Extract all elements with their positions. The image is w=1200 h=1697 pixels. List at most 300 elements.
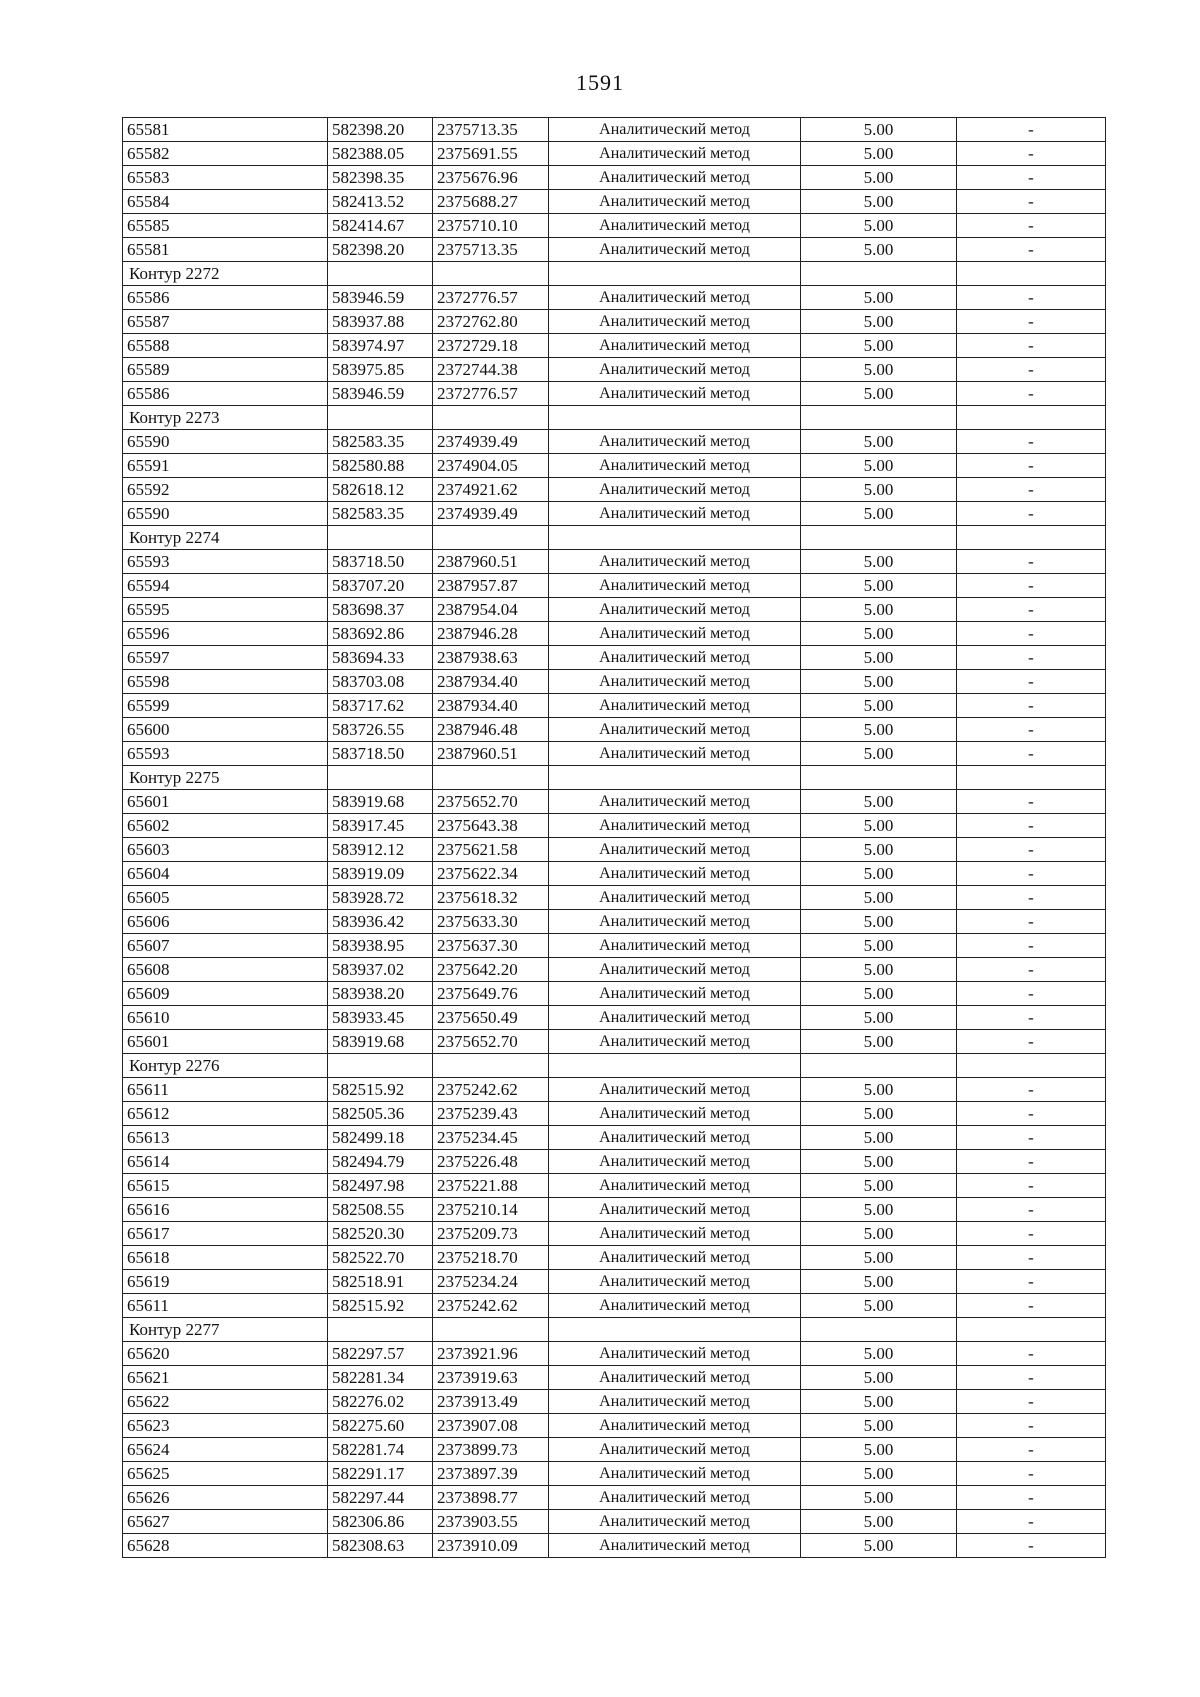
point-id-cell: 65604 (123, 862, 328, 886)
table-row (123, 286, 1106, 310)
empty-cell (957, 526, 1106, 550)
precision-cell: 5.00 (801, 646, 957, 670)
precision-cell: 5.00 (801, 478, 957, 502)
point-id-cell: 65591 (123, 454, 328, 478)
x-coordinate-cell: 582520.30 (328, 1222, 433, 1246)
point-id-cell: 65621 (123, 1366, 328, 1390)
x-coordinate-cell: 583946.59 (328, 382, 433, 406)
table-row (123, 1102, 1106, 1126)
y-coordinate-cell: 2387934.40 (433, 670, 549, 694)
table-row (123, 430, 1106, 454)
table-row (123, 142, 1106, 166)
method-cell: Аналитический метод (549, 1030, 801, 1054)
table-row (123, 1462, 1106, 1486)
method-cell: Аналитический метод (549, 358, 801, 382)
empty-cell (801, 406, 957, 430)
method-cell: Аналитический метод (549, 1078, 801, 1102)
x-coordinate-cell: 582583.35 (328, 502, 433, 526)
method-cell: Аналитический метод (549, 1414, 801, 1438)
precision-cell: 5.00 (801, 118, 957, 142)
contour-header-row (123, 766, 1106, 790)
method-cell: Аналитический метод (549, 454, 801, 478)
empty-cell (433, 766, 549, 790)
point-id-cell: 65581 (123, 238, 328, 262)
y-coordinate-cell: 2375221.88 (433, 1174, 549, 1198)
empty-cell (801, 526, 957, 550)
precision-cell: 5.00 (801, 190, 957, 214)
method-cell: Аналитический метод (549, 550, 801, 574)
y-coordinate-cell: 2374921.62 (433, 478, 549, 502)
description-cell: - (957, 670, 1106, 694)
table-row (123, 574, 1106, 598)
precision-cell: 5.00 (801, 142, 957, 166)
x-coordinate-cell: 583912.12 (328, 838, 433, 862)
table-row (123, 838, 1106, 862)
x-coordinate-cell: 582291.17 (328, 1462, 433, 1486)
description-cell: - (957, 646, 1106, 670)
x-coordinate-cell: 582522.70 (328, 1246, 433, 1270)
x-coordinate-cell: 583928.72 (328, 886, 433, 910)
table-row (123, 478, 1106, 502)
description-cell: - (957, 1366, 1106, 1390)
precision-cell: 5.00 (801, 934, 957, 958)
description-cell: - (957, 1006, 1106, 1030)
empty-cell (957, 766, 1106, 790)
x-coordinate-cell: 583717.62 (328, 694, 433, 718)
method-cell: Аналитический метод (549, 982, 801, 1006)
x-coordinate-cell: 582297.44 (328, 1486, 433, 1510)
description-cell: - (957, 454, 1106, 478)
description-cell: - (957, 622, 1106, 646)
table-row (123, 334, 1106, 358)
description-cell: - (957, 550, 1106, 574)
y-coordinate-cell: 2387946.48 (433, 718, 549, 742)
y-coordinate-cell: 2375209.73 (433, 1222, 549, 1246)
method-cell: Аналитический метод (549, 862, 801, 886)
table-row (123, 190, 1106, 214)
x-coordinate-cell: 582276.02 (328, 1390, 433, 1414)
x-coordinate-cell: 582494.79 (328, 1150, 433, 1174)
y-coordinate-cell: 2375618.32 (433, 886, 549, 910)
table-row (123, 1126, 1106, 1150)
method-cell: Аналитический метод (549, 286, 801, 310)
y-coordinate-cell: 2375621.58 (433, 838, 549, 862)
point-id-cell: 65599 (123, 694, 328, 718)
precision-cell: 5.00 (801, 1102, 957, 1126)
method-cell: Аналитический метод (549, 1198, 801, 1222)
point-id-cell: 65605 (123, 886, 328, 910)
point-id-cell: 65627 (123, 1510, 328, 1534)
y-coordinate-cell: 2387934.40 (433, 694, 549, 718)
precision-cell: 5.00 (801, 1246, 957, 1270)
y-coordinate-cell: 2375710.10 (433, 214, 549, 238)
method-cell: Аналитический метод (549, 1270, 801, 1294)
description-cell: - (957, 838, 1106, 862)
coordinates-table-body (123, 118, 1106, 1558)
description-cell: - (957, 718, 1106, 742)
table-row (123, 1246, 1106, 1270)
method-cell: Аналитический метод (549, 166, 801, 190)
precision-cell: 5.00 (801, 886, 957, 910)
x-coordinate-cell: 583919.68 (328, 1030, 433, 1054)
y-coordinate-cell: 2375226.48 (433, 1150, 549, 1174)
contour-label: Контур 2273 (123, 406, 328, 430)
table-row (123, 382, 1106, 406)
point-id-cell: 65616 (123, 1198, 328, 1222)
x-coordinate-cell: 582515.92 (328, 1294, 433, 1318)
y-coordinate-cell: 2387938.63 (433, 646, 549, 670)
y-coordinate-cell: 2387960.51 (433, 550, 549, 574)
x-coordinate-cell: 583703.08 (328, 670, 433, 694)
x-coordinate-cell: 583718.50 (328, 550, 433, 574)
y-coordinate-cell: 2373913.49 (433, 1390, 549, 1414)
description-cell: - (957, 1270, 1106, 1294)
method-cell: Аналитический метод (549, 1366, 801, 1390)
point-id-cell: 65598 (123, 670, 328, 694)
table-row (123, 1078, 1106, 1102)
precision-cell: 5.00 (801, 1366, 957, 1390)
method-cell: Аналитический метод (549, 334, 801, 358)
x-coordinate-cell: 583726.55 (328, 718, 433, 742)
x-coordinate-cell: 583937.88 (328, 310, 433, 334)
description-cell: - (957, 118, 1106, 142)
x-coordinate-cell: 582398.20 (328, 238, 433, 262)
method-cell: Аналитический метод (549, 1174, 801, 1198)
point-id-cell: 65585 (123, 214, 328, 238)
x-coordinate-cell: 583919.68 (328, 790, 433, 814)
description-cell: - (957, 190, 1106, 214)
method-cell: Аналитический метод (549, 646, 801, 670)
description-cell: - (957, 1030, 1106, 1054)
x-coordinate-cell: 582505.36 (328, 1102, 433, 1126)
table-row (123, 502, 1106, 526)
precision-cell: 5.00 (801, 1270, 957, 1294)
precision-cell: 5.00 (801, 1486, 957, 1510)
y-coordinate-cell: 2375633.30 (433, 910, 549, 934)
description-cell: - (957, 358, 1106, 382)
y-coordinate-cell: 2375676.96 (433, 166, 549, 190)
description-cell: - (957, 814, 1106, 838)
description-cell: - (957, 934, 1106, 958)
table-row (123, 310, 1106, 334)
method-cell: Аналитический метод (549, 502, 801, 526)
precision-cell: 5.00 (801, 1510, 957, 1534)
description-cell: - (957, 982, 1106, 1006)
point-id-cell: 65619 (123, 1270, 328, 1294)
point-id-cell: 65624 (123, 1438, 328, 1462)
table-row (123, 1294, 1106, 1318)
table-row (123, 886, 1106, 910)
method-cell: Аналитический метод (549, 1294, 801, 1318)
contour-label: Контур 2277 (123, 1318, 328, 1342)
point-id-cell: 65597 (123, 646, 328, 670)
description-cell: - (957, 862, 1106, 886)
table-row (123, 982, 1106, 1006)
table-row (123, 646, 1106, 670)
point-id-cell: 65622 (123, 1390, 328, 1414)
y-coordinate-cell: 2375234.24 (433, 1270, 549, 1294)
method-cell: Аналитический метод (549, 958, 801, 982)
contour-header-row (123, 526, 1106, 550)
y-coordinate-cell: 2375637.30 (433, 934, 549, 958)
method-cell: Аналитический метод (549, 1486, 801, 1510)
table-row (123, 550, 1106, 574)
y-coordinate-cell: 2375210.14 (433, 1198, 549, 1222)
description-cell: - (957, 214, 1106, 238)
description-cell: - (957, 1390, 1106, 1414)
precision-cell: 5.00 (801, 1390, 957, 1414)
empty-cell (328, 526, 433, 550)
x-coordinate-cell: 583974.97 (328, 334, 433, 358)
method-cell: Аналитический метод (549, 742, 801, 766)
x-coordinate-cell: 583938.20 (328, 982, 433, 1006)
method-cell: Аналитический метод (549, 718, 801, 742)
precision-cell: 5.00 (801, 286, 957, 310)
method-cell: Аналитический метод (549, 1438, 801, 1462)
precision-cell: 5.00 (801, 670, 957, 694)
method-cell: Аналитический метод (549, 790, 801, 814)
empty-cell (957, 262, 1106, 286)
x-coordinate-cell: 582297.57 (328, 1342, 433, 1366)
table-row (123, 454, 1106, 478)
method-cell: Аналитический метод (549, 934, 801, 958)
contour-label: Контур 2276 (123, 1054, 328, 1078)
point-id-cell: 65607 (123, 934, 328, 958)
method-cell: Аналитический метод (549, 1462, 801, 1486)
y-coordinate-cell: 2372762.80 (433, 310, 549, 334)
precision-cell: 5.00 (801, 502, 957, 526)
method-cell: Аналитический метод (549, 814, 801, 838)
empty-cell (433, 1054, 549, 1078)
point-id-cell: 65610 (123, 1006, 328, 1030)
y-coordinate-cell: 2373907.08 (433, 1414, 549, 1438)
x-coordinate-cell: 583917.45 (328, 814, 433, 838)
y-coordinate-cell: 2374939.49 (433, 502, 549, 526)
point-id-cell: 65588 (123, 334, 328, 358)
precision-cell: 5.00 (801, 382, 957, 406)
description-cell: - (957, 286, 1106, 310)
x-coordinate-cell: 582618.12 (328, 478, 433, 502)
method-cell: Аналитический метод (549, 1102, 801, 1126)
x-coordinate-cell: 582306.86 (328, 1510, 433, 1534)
contour-header-row (123, 1054, 1106, 1078)
table-row (123, 1510, 1106, 1534)
point-id-cell: 65587 (123, 310, 328, 334)
x-coordinate-cell: 582398.35 (328, 166, 433, 190)
y-coordinate-cell: 2373921.96 (433, 1342, 549, 1366)
x-coordinate-cell: 582518.91 (328, 1270, 433, 1294)
description-cell: - (957, 694, 1106, 718)
contour-label: Контур 2275 (123, 766, 328, 790)
precision-cell: 5.00 (801, 358, 957, 382)
x-coordinate-cell: 582281.34 (328, 1366, 433, 1390)
x-coordinate-cell: 582583.35 (328, 430, 433, 454)
y-coordinate-cell: 2375239.43 (433, 1102, 549, 1126)
description-cell: - (957, 886, 1106, 910)
method-cell: Аналитический метод (549, 1510, 801, 1534)
method-cell: Аналитический метод (549, 310, 801, 334)
point-id-cell: 65595 (123, 598, 328, 622)
method-cell: Аналитический метод (549, 1126, 801, 1150)
method-cell: Аналитический метод (549, 1246, 801, 1270)
precision-cell: 5.00 (801, 334, 957, 358)
description-cell: - (957, 1150, 1106, 1174)
precision-cell: 5.00 (801, 1078, 957, 1102)
empty-cell (549, 1318, 801, 1342)
coordinates-table (122, 117, 1106, 1558)
empty-cell (549, 406, 801, 430)
point-id-cell: 65611 (123, 1294, 328, 1318)
description-cell: - (957, 1462, 1106, 1486)
point-id-cell: 65586 (123, 382, 328, 406)
method-cell: Аналитический метод (549, 430, 801, 454)
empty-cell (549, 262, 801, 286)
y-coordinate-cell: 2372744.38 (433, 358, 549, 382)
y-coordinate-cell: 2373903.55 (433, 1510, 549, 1534)
method-cell: Аналитический метод (549, 694, 801, 718)
x-coordinate-cell: 582580.88 (328, 454, 433, 478)
precision-cell: 5.00 (801, 1150, 957, 1174)
x-coordinate-cell: 582413.52 (328, 190, 433, 214)
point-id-cell: 65617 (123, 1222, 328, 1246)
precision-cell: 5.00 (801, 958, 957, 982)
precision-cell: 5.00 (801, 454, 957, 478)
description-cell: - (957, 1222, 1106, 1246)
method-cell: Аналитический метод (549, 886, 801, 910)
method-cell: Аналитический метод (549, 478, 801, 502)
description-cell: - (957, 382, 1106, 406)
table-row (123, 934, 1106, 958)
point-id-cell: 65600 (123, 718, 328, 742)
table-row (123, 622, 1106, 646)
table-row (123, 1534, 1106, 1558)
point-id-cell: 65623 (123, 1414, 328, 1438)
y-coordinate-cell: 2372729.18 (433, 334, 549, 358)
table-row (123, 598, 1106, 622)
x-coordinate-cell: 583707.20 (328, 574, 433, 598)
y-coordinate-cell: 2374939.49 (433, 430, 549, 454)
table-row (123, 670, 1106, 694)
table-row (123, 1150, 1106, 1174)
empty-cell (433, 406, 549, 430)
x-coordinate-cell: 583919.09 (328, 862, 433, 886)
x-coordinate-cell: 582499.18 (328, 1126, 433, 1150)
precision-cell: 5.00 (801, 430, 957, 454)
table-row (123, 1222, 1106, 1246)
x-coordinate-cell: 583946.59 (328, 286, 433, 310)
precision-cell: 5.00 (801, 622, 957, 646)
contour-label: Контур 2272 (123, 262, 328, 286)
table-row (123, 1342, 1106, 1366)
point-id-cell: 65590 (123, 430, 328, 454)
x-coordinate-cell: 583936.42 (328, 910, 433, 934)
y-coordinate-cell: 2387957.87 (433, 574, 549, 598)
x-coordinate-cell: 583933.45 (328, 1006, 433, 1030)
description-cell: - (957, 142, 1106, 166)
description-cell: - (957, 1078, 1106, 1102)
precision-cell: 5.00 (801, 910, 957, 934)
y-coordinate-cell: 2374904.05 (433, 454, 549, 478)
y-coordinate-cell: 2387946.28 (433, 622, 549, 646)
description-cell: - (957, 1486, 1106, 1510)
method-cell: Аналитический метод (549, 670, 801, 694)
table-row (123, 1366, 1106, 1390)
point-id-cell: 65625 (123, 1462, 328, 1486)
description-cell: - (957, 790, 1106, 814)
precision-cell: 5.00 (801, 574, 957, 598)
point-id-cell: 65589 (123, 358, 328, 382)
method-cell: Аналитический метод (549, 910, 801, 934)
page-number: 1591 (576, 70, 624, 95)
x-coordinate-cell: 582275.60 (328, 1414, 433, 1438)
point-id-cell: 65620 (123, 1342, 328, 1366)
table-row (123, 1414, 1106, 1438)
precision-cell: 5.00 (801, 814, 957, 838)
y-coordinate-cell: 2372776.57 (433, 286, 549, 310)
y-coordinate-cell: 2375713.35 (433, 238, 549, 262)
point-id-cell: 65581 (123, 118, 328, 142)
x-coordinate-cell: 583698.37 (328, 598, 433, 622)
x-coordinate-cell: 582508.55 (328, 1198, 433, 1222)
y-coordinate-cell: 2387960.51 (433, 742, 549, 766)
precision-cell: 5.00 (801, 838, 957, 862)
method-cell: Аналитический метод (549, 838, 801, 862)
x-coordinate-cell: 582497.98 (328, 1174, 433, 1198)
description-cell: - (957, 1126, 1106, 1150)
point-id-cell: 65601 (123, 790, 328, 814)
point-id-cell: 65609 (123, 982, 328, 1006)
point-id-cell: 65592 (123, 478, 328, 502)
empty-cell (433, 262, 549, 286)
precision-cell: 5.00 (801, 166, 957, 190)
y-coordinate-cell: 2373919.63 (433, 1366, 549, 1390)
x-coordinate-cell: 582398.20 (328, 118, 433, 142)
precision-cell: 5.00 (801, 1126, 957, 1150)
point-id-cell: 65628 (123, 1534, 328, 1558)
point-id-cell: 65618 (123, 1246, 328, 1270)
empty-cell (957, 406, 1106, 430)
x-coordinate-cell: 583938.95 (328, 934, 433, 958)
description-cell: - (957, 1294, 1106, 1318)
x-coordinate-cell: 583692.86 (328, 622, 433, 646)
x-coordinate-cell: 583937.02 (328, 958, 433, 982)
method-cell: Аналитический метод (549, 574, 801, 598)
table-row (123, 862, 1106, 886)
description-cell: - (957, 1102, 1106, 1126)
empty-cell (328, 766, 433, 790)
table-row (123, 1174, 1106, 1198)
y-coordinate-cell: 2373910.09 (433, 1534, 549, 1558)
table-row (123, 1390, 1106, 1414)
description-cell: - (957, 910, 1106, 934)
y-coordinate-cell: 2375218.70 (433, 1246, 549, 1270)
precision-cell: 5.00 (801, 1198, 957, 1222)
table-row (123, 1006, 1106, 1030)
x-coordinate-cell: 582414.67 (328, 214, 433, 238)
x-coordinate-cell: 583694.33 (328, 646, 433, 670)
method-cell: Аналитический метод (549, 1222, 801, 1246)
x-coordinate-cell: 582281.74 (328, 1438, 433, 1462)
contour-header-row (123, 406, 1106, 430)
precision-cell: 5.00 (801, 1342, 957, 1366)
description-cell: - (957, 1174, 1106, 1198)
y-coordinate-cell: 2375650.49 (433, 1006, 549, 1030)
description-cell: - (957, 1414, 1106, 1438)
method-cell: Аналитический метод (549, 238, 801, 262)
description-cell: - (957, 1342, 1106, 1366)
empty-cell (328, 1318, 433, 1342)
empty-cell (328, 262, 433, 286)
